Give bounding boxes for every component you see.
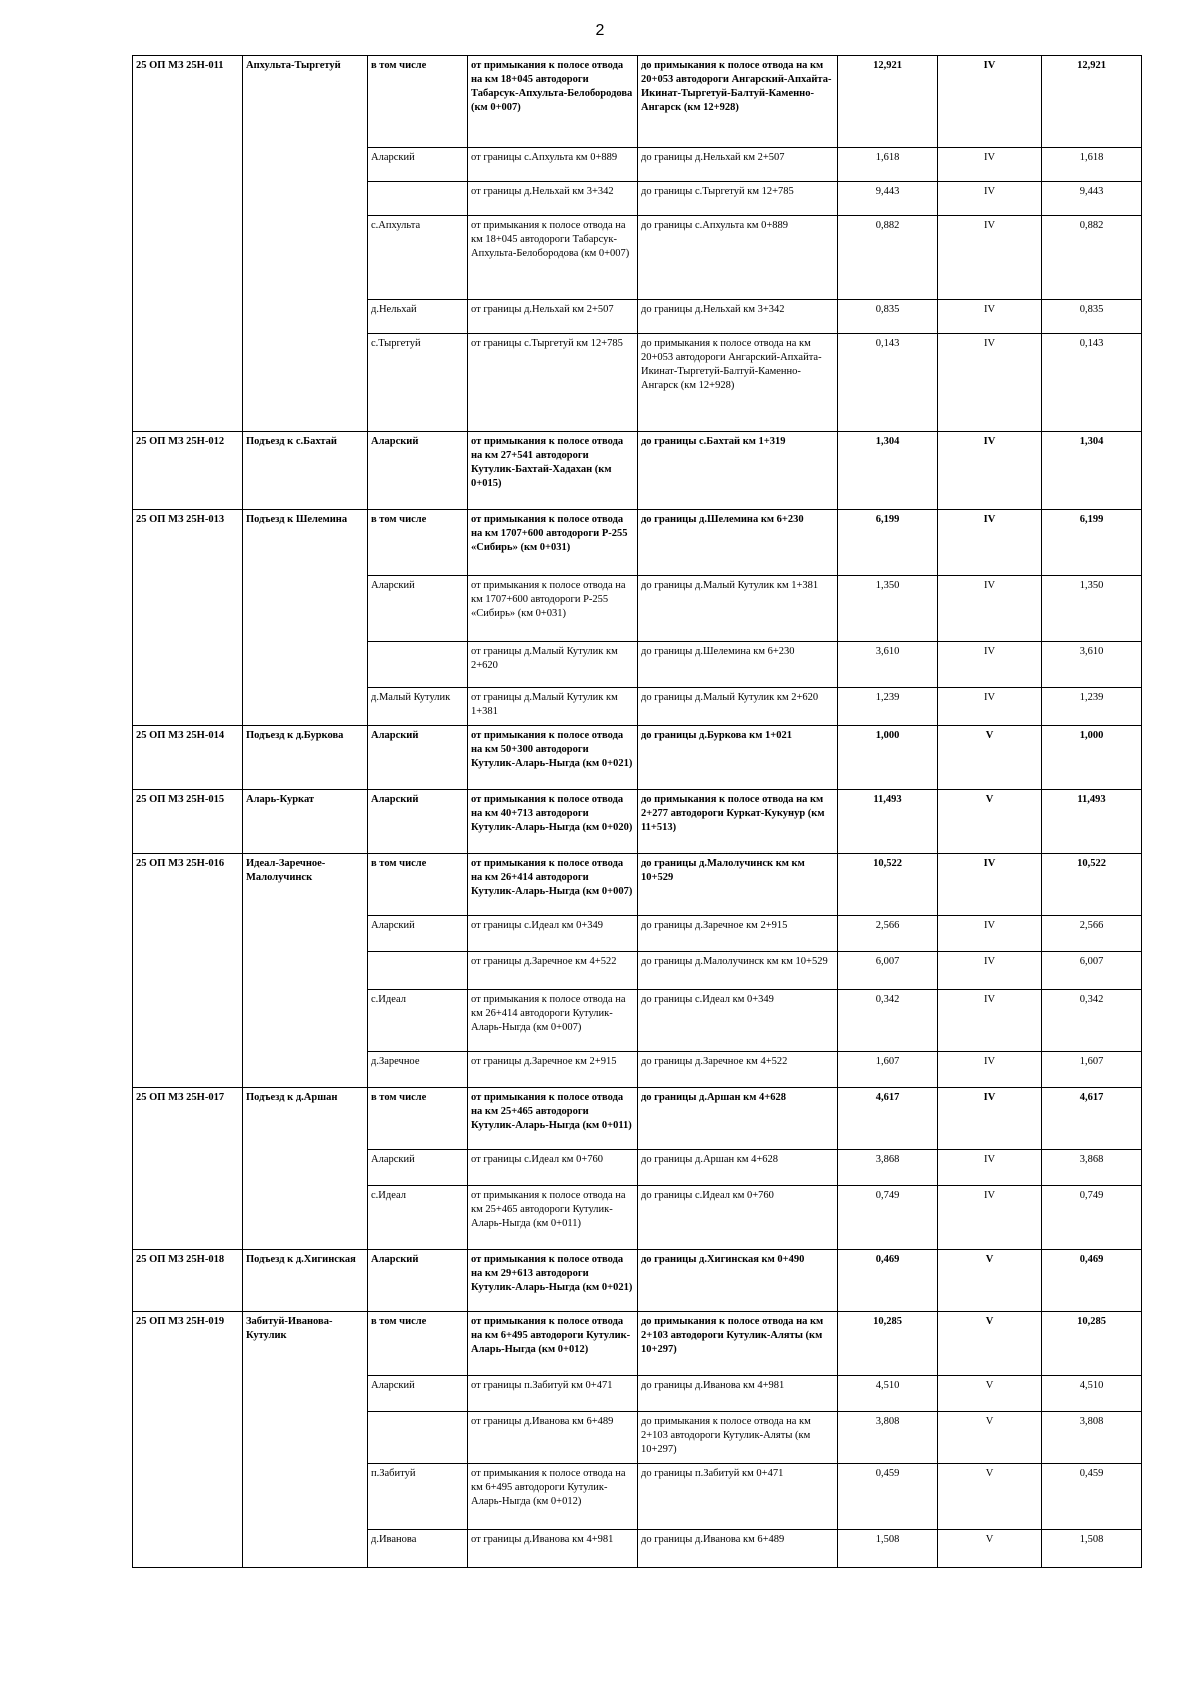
- from-cell: от границы с.Тыргетуй км 12+785: [468, 334, 638, 432]
- road-name: Подъезд к с.Бахтай: [243, 432, 368, 510]
- location-cell: в том числе: [368, 56, 468, 148]
- from-cell: от границы д.Малый Кутулик км 2+620: [468, 642, 638, 688]
- total-length-cell: 10,522: [1042, 854, 1142, 916]
- length-cell: 0,882: [838, 216, 938, 300]
- road-name: Подъезд к д.Хигинская: [243, 1250, 368, 1312]
- location-cell: д.Заречное: [368, 1052, 468, 1088]
- to-cell: до границы д.Шелемина км 6+230: [638, 642, 838, 688]
- road-code: 25 ОП МЗ 25Н-019: [133, 1312, 243, 1568]
- road-code: 25 ОП МЗ 25Н-015: [133, 790, 243, 854]
- to-cell: до границы с.Бахтай км 1+319: [638, 432, 838, 510]
- to-cell: до границы с.Тыргетуй км 12+785: [638, 182, 838, 216]
- total-length-cell: 1,618: [1042, 148, 1142, 182]
- location-cell: Аларский: [368, 432, 468, 510]
- from-cell: от границы д.Иванова км 4+981: [468, 1530, 638, 1568]
- total-length-cell: 3,610: [1042, 642, 1142, 688]
- to-cell: до границы д.Иванова км 4+981: [638, 1376, 838, 1412]
- from-cell: от границы д.Нельхай км 2+507: [468, 300, 638, 334]
- from-cell: от примыкания к полосе отвода на км 25+465 автодороги Кутулик-Аларь-Ныгда (км 0+011): [468, 1186, 638, 1250]
- location-cell: д.Иванова: [368, 1530, 468, 1568]
- road-name: Идеал-Заречное-Малолучинск: [243, 854, 368, 1088]
- category-cell: V: [938, 1464, 1042, 1530]
- category-cell: IV: [938, 1088, 1042, 1150]
- length-cell: 10,522: [838, 854, 938, 916]
- category-cell: IV: [938, 56, 1042, 148]
- total-length-cell: 3,868: [1042, 1150, 1142, 1186]
- from-cell: от примыкания к полосе отвода на км 6+495 автодороги Кутулик-Аларь-Ныгда (км 0+012): [468, 1464, 638, 1530]
- from-cell: от примыкания к полосе отвода на км 1707+600 автодороги Р-255 «Сибирь» (км 0+031): [468, 576, 638, 642]
- road-name: Апхульта-Тыргетуй: [243, 56, 368, 432]
- road-code: 25 ОП МЗ 25Н-012: [133, 432, 243, 510]
- location-cell: д.Малый Кутулик: [368, 688, 468, 726]
- location-cell: Аларский: [368, 576, 468, 642]
- category-cell: IV: [938, 432, 1042, 510]
- category-cell: V: [938, 1530, 1042, 1568]
- category-cell: IV: [938, 216, 1042, 300]
- to-cell: до примыкания к полосе отвода на км 2+277 автодороги Куркат-Кукунур (км 11+513): [638, 790, 838, 854]
- category-cell: IV: [938, 510, 1042, 576]
- length-cell: 1,508: [838, 1530, 938, 1568]
- location-cell: [368, 1412, 468, 1464]
- location-cell: Аларский: [368, 148, 468, 182]
- table-row: [133, 56, 1142, 148]
- location-cell: с.Тыргетуй: [368, 334, 468, 432]
- location-cell: Аларский: [368, 1150, 468, 1186]
- table-row: [133, 1088, 1142, 1150]
- from-cell: от границы д.Заречное км 2+915: [468, 1052, 638, 1088]
- total-length-cell: 1,607: [1042, 1052, 1142, 1088]
- length-cell: 0,459: [838, 1464, 938, 1530]
- total-length-cell: 0,342: [1042, 990, 1142, 1052]
- location-cell: в том числе: [368, 1088, 468, 1150]
- category-cell: V: [938, 1250, 1042, 1312]
- from-cell: от границы д.Иванова км 6+489: [468, 1412, 638, 1464]
- road-name: Подъезд к д.Буркова: [243, 726, 368, 790]
- total-length-cell: 0,459: [1042, 1464, 1142, 1530]
- location-cell: в том числе: [368, 1312, 468, 1376]
- location-cell: с.Апхульта: [368, 216, 468, 300]
- table-row: [133, 510, 1142, 576]
- table-row: [133, 790, 1142, 854]
- category-cell: IV: [938, 182, 1042, 216]
- to-cell: до границы д.Малолучинск км км 10+529: [638, 952, 838, 990]
- length-cell: 1,304: [838, 432, 938, 510]
- table-row: [133, 726, 1142, 790]
- to-cell: до примыкания к полосе отвода на км 20+053 автодороги Ангарский-Апхайта-Икинат-Тыргетуй-Балтуй-Каменно-Ангарск (км 12+928): [638, 56, 838, 148]
- table-row: [133, 1250, 1142, 1312]
- location-cell: Аларский: [368, 916, 468, 952]
- length-cell: 0,749: [838, 1186, 938, 1250]
- road-code: 25 ОП МЗ 25Н-011: [133, 56, 243, 432]
- to-cell: до примыкания к полосе отвода на км 20+053 автодороги Ангарский-Апхайта-Икинат-Тыргетуй-Балтуй-Каменно-Ангарск (км 12+928): [638, 334, 838, 432]
- table-row: [133, 432, 1142, 510]
- length-cell: 1,618: [838, 148, 938, 182]
- total-length-cell: 1,239: [1042, 688, 1142, 726]
- road-code: 25 ОП МЗ 25Н-018: [133, 1250, 243, 1312]
- location-cell: [368, 952, 468, 990]
- to-cell: до границы д.Малый Кутулик км 1+381: [638, 576, 838, 642]
- length-cell: 11,493: [838, 790, 938, 854]
- total-length-cell: 1,000: [1042, 726, 1142, 790]
- category-cell: V: [938, 1312, 1042, 1376]
- category-cell: IV: [938, 688, 1042, 726]
- to-cell: до границы д.Заречное км 4+522: [638, 1052, 838, 1088]
- location-cell: в том числе: [368, 854, 468, 916]
- category-cell: V: [938, 790, 1042, 854]
- length-cell: 1,350: [838, 576, 938, 642]
- category-cell: IV: [938, 300, 1042, 334]
- total-length-cell: 12,921: [1042, 56, 1142, 148]
- to-cell: до границы д.Нельхай км 3+342: [638, 300, 838, 334]
- total-length-cell: 1,508: [1042, 1530, 1142, 1568]
- to-cell: до границы д.Малый Кутулик км 2+620: [638, 688, 838, 726]
- length-cell: 1,239: [838, 688, 938, 726]
- location-cell: Аларский: [368, 726, 468, 790]
- from-cell: от границы с.Апхульта км 0+889: [468, 148, 638, 182]
- total-length-cell: 3,808: [1042, 1412, 1142, 1464]
- road-name: Подъезд к д.Аршан: [243, 1088, 368, 1250]
- location-cell: Аларский: [368, 1376, 468, 1412]
- to-cell: до границы д.Аршан км 4+628: [638, 1150, 838, 1186]
- length-cell: 6,199: [838, 510, 938, 576]
- table-row: [133, 854, 1142, 916]
- total-length-cell: 9,443: [1042, 182, 1142, 216]
- road-code: 25 ОП МЗ 25Н-016: [133, 854, 243, 1088]
- from-cell: от примыкания к полосе отвода на км 18+045 автодороги Табарсук-Апхульта-Белобородова (км 0+007): [468, 56, 638, 148]
- to-cell: до примыкания к полосе отвода на км 2+103 автодороги Кутулик-Аляты (км 10+297): [638, 1312, 838, 1376]
- length-cell: 0,143: [838, 334, 938, 432]
- location-cell: с.Идеал: [368, 1186, 468, 1250]
- from-cell: от примыкания к полосе отвода на км 18+045 автодороги Табарсук-Апхульта-Белобородова (км 0+007): [468, 216, 638, 300]
- from-cell: от примыкания к полосе отвода на км 25+465 автодороги Кутулик-Аларь-Ныгда (км 0+011): [468, 1088, 638, 1150]
- category-cell: IV: [938, 916, 1042, 952]
- to-cell: до границы с.Апхульта км 0+889: [638, 216, 838, 300]
- length-cell: 2,566: [838, 916, 938, 952]
- length-cell: 12,921: [838, 56, 938, 148]
- to-cell: до границы с.Идеал км 0+760: [638, 1186, 838, 1250]
- to-cell: до границы д.Шелемина км 6+230: [638, 510, 838, 576]
- to-cell: до границы д.Малолучинск км км 10+529: [638, 854, 838, 916]
- location-cell: [368, 642, 468, 688]
- to-cell: до границы д.Буркова км 1+021: [638, 726, 838, 790]
- road-name: Подъезд к Шелемина: [243, 510, 368, 726]
- category-cell: IV: [938, 952, 1042, 990]
- table-row: [133, 1312, 1142, 1376]
- category-cell: IV: [938, 576, 1042, 642]
- length-cell: 3,868: [838, 1150, 938, 1186]
- length-cell: 10,285: [838, 1312, 938, 1376]
- length-cell: 3,808: [838, 1412, 938, 1464]
- length-cell: 1,000: [838, 726, 938, 790]
- total-length-cell: 1,350: [1042, 576, 1142, 642]
- location-cell: [368, 182, 468, 216]
- length-cell: 1,607: [838, 1052, 938, 1088]
- length-cell: 3,610: [838, 642, 938, 688]
- category-cell: IV: [938, 148, 1042, 182]
- total-length-cell: 0,882: [1042, 216, 1142, 300]
- from-cell: от примыкания к полосе отвода на км 6+495 автодороги Кутулик-Аларь-Ныгда (км 0+012): [468, 1312, 638, 1376]
- road-code: 25 ОП МЗ 25Н-013: [133, 510, 243, 726]
- road-code: 25 ОП МЗ 25Н-014: [133, 726, 243, 790]
- from-cell: от границы д.Нельхай км 3+342: [468, 182, 638, 216]
- total-length-cell: 0,835: [1042, 300, 1142, 334]
- length-cell: 0,469: [838, 1250, 938, 1312]
- category-cell: V: [938, 726, 1042, 790]
- from-cell: от примыкания к полосе отвода на км 26+414 автодороги Кутулик-Аларь-Ныгда (км 0+007): [468, 854, 638, 916]
- from-cell: от границы п.Забитуй км 0+471: [468, 1376, 638, 1412]
- to-cell: до примыкания к полосе отвода на км 2+103 автодороги Кутулик-Аляты (км 10+297): [638, 1412, 838, 1464]
- from-cell: от примыкания к полосе отвода на км 29+613 автодороги Кутулик-Аларь-Ныгда (км 0+021): [468, 1250, 638, 1312]
- category-cell: IV: [938, 1150, 1042, 1186]
- total-length-cell: 4,510: [1042, 1376, 1142, 1412]
- road-code: 25 ОП МЗ 25Н-017: [133, 1088, 243, 1250]
- location-cell: Аларский: [368, 790, 468, 854]
- to-cell: до границы д.Хигинская км 0+490: [638, 1250, 838, 1312]
- from-cell: от примыкания к полосе отвода на км 50+300 автодороги Кутулик-Аларь-Ныгда (км 0+021): [468, 726, 638, 790]
- location-cell: в том числе: [368, 510, 468, 576]
- total-length-cell: 0,749: [1042, 1186, 1142, 1250]
- to-cell: до границы д.Нельхай км 2+507: [638, 148, 838, 182]
- to-cell: до границы с.Идеал км 0+349: [638, 990, 838, 1052]
- from-cell: от примыкания к полосе отвода на км 1707+600 автодороги Р-255 «Сибирь» (км 0+031): [468, 510, 638, 576]
- total-length-cell: 10,285: [1042, 1312, 1142, 1376]
- total-length-cell: 6,199: [1042, 510, 1142, 576]
- from-cell: от границы с.Идеал км 0+349: [468, 916, 638, 952]
- road-name: Забитуй-Иванова-Кутулик: [243, 1312, 368, 1568]
- length-cell: 4,510: [838, 1376, 938, 1412]
- road-register-table: [132, 55, 1142, 1568]
- from-cell: от примыкания к полосе отвода на км 40+713 автодороги Кутулик-Аларь-Ныгда (км 0+020): [468, 790, 638, 854]
- category-cell: IV: [938, 1186, 1042, 1250]
- category-cell: IV: [938, 854, 1042, 916]
- from-cell: от границы с.Идеал км 0+760: [468, 1150, 638, 1186]
- length-cell: 0,342: [838, 990, 938, 1052]
- length-cell: 6,007: [838, 952, 938, 990]
- location-cell: д.Нельхай: [368, 300, 468, 334]
- category-cell: IV: [938, 1052, 1042, 1088]
- category-cell: V: [938, 1376, 1042, 1412]
- from-cell: от примыкания к полосе отвода на км 27+541 автодороги Кутулик-Бахтай-Хадахан (км 0+015): [468, 432, 638, 510]
- to-cell: до границы д.Заречное км 2+915: [638, 916, 838, 952]
- from-cell: от границы д.Заречное км 4+522: [468, 952, 638, 990]
- length-cell: 0,835: [838, 300, 938, 334]
- total-length-cell: 2,566: [1042, 916, 1142, 952]
- length-cell: 4,617: [838, 1088, 938, 1150]
- from-cell: от границы д.Малый Кутулик км 1+381: [468, 688, 638, 726]
- category-cell: V: [938, 1412, 1042, 1464]
- category-cell: IV: [938, 334, 1042, 432]
- category-cell: IV: [938, 642, 1042, 688]
- to-cell: до границы п.Забитуй км 0+471: [638, 1464, 838, 1530]
- total-length-cell: 0,143: [1042, 334, 1142, 432]
- page-number: 2: [595, 22, 605, 39]
- to-cell: до границы д.Иванова км 6+489: [638, 1530, 838, 1568]
- length-cell: 9,443: [838, 182, 938, 216]
- total-length-cell: 4,617: [1042, 1088, 1142, 1150]
- location-cell: п.Забитуй: [368, 1464, 468, 1530]
- total-length-cell: 11,493: [1042, 790, 1142, 854]
- total-length-cell: 1,304: [1042, 432, 1142, 510]
- to-cell: до границы д.Аршан км 4+628: [638, 1088, 838, 1150]
- road-name: Аларь-Куркат: [243, 790, 368, 854]
- from-cell: от примыкания к полосе отвода на км 26+414 автодороги Кутулик-Аларь-Ныгда (км 0+007): [468, 990, 638, 1052]
- total-length-cell: 0,469: [1042, 1250, 1142, 1312]
- category-cell: IV: [938, 990, 1042, 1052]
- location-cell: с.Идеал: [368, 990, 468, 1052]
- road-register-body: [133, 56, 1142, 1568]
- location-cell: Аларский: [368, 1250, 468, 1312]
- total-length-cell: 6,007: [1042, 952, 1142, 990]
